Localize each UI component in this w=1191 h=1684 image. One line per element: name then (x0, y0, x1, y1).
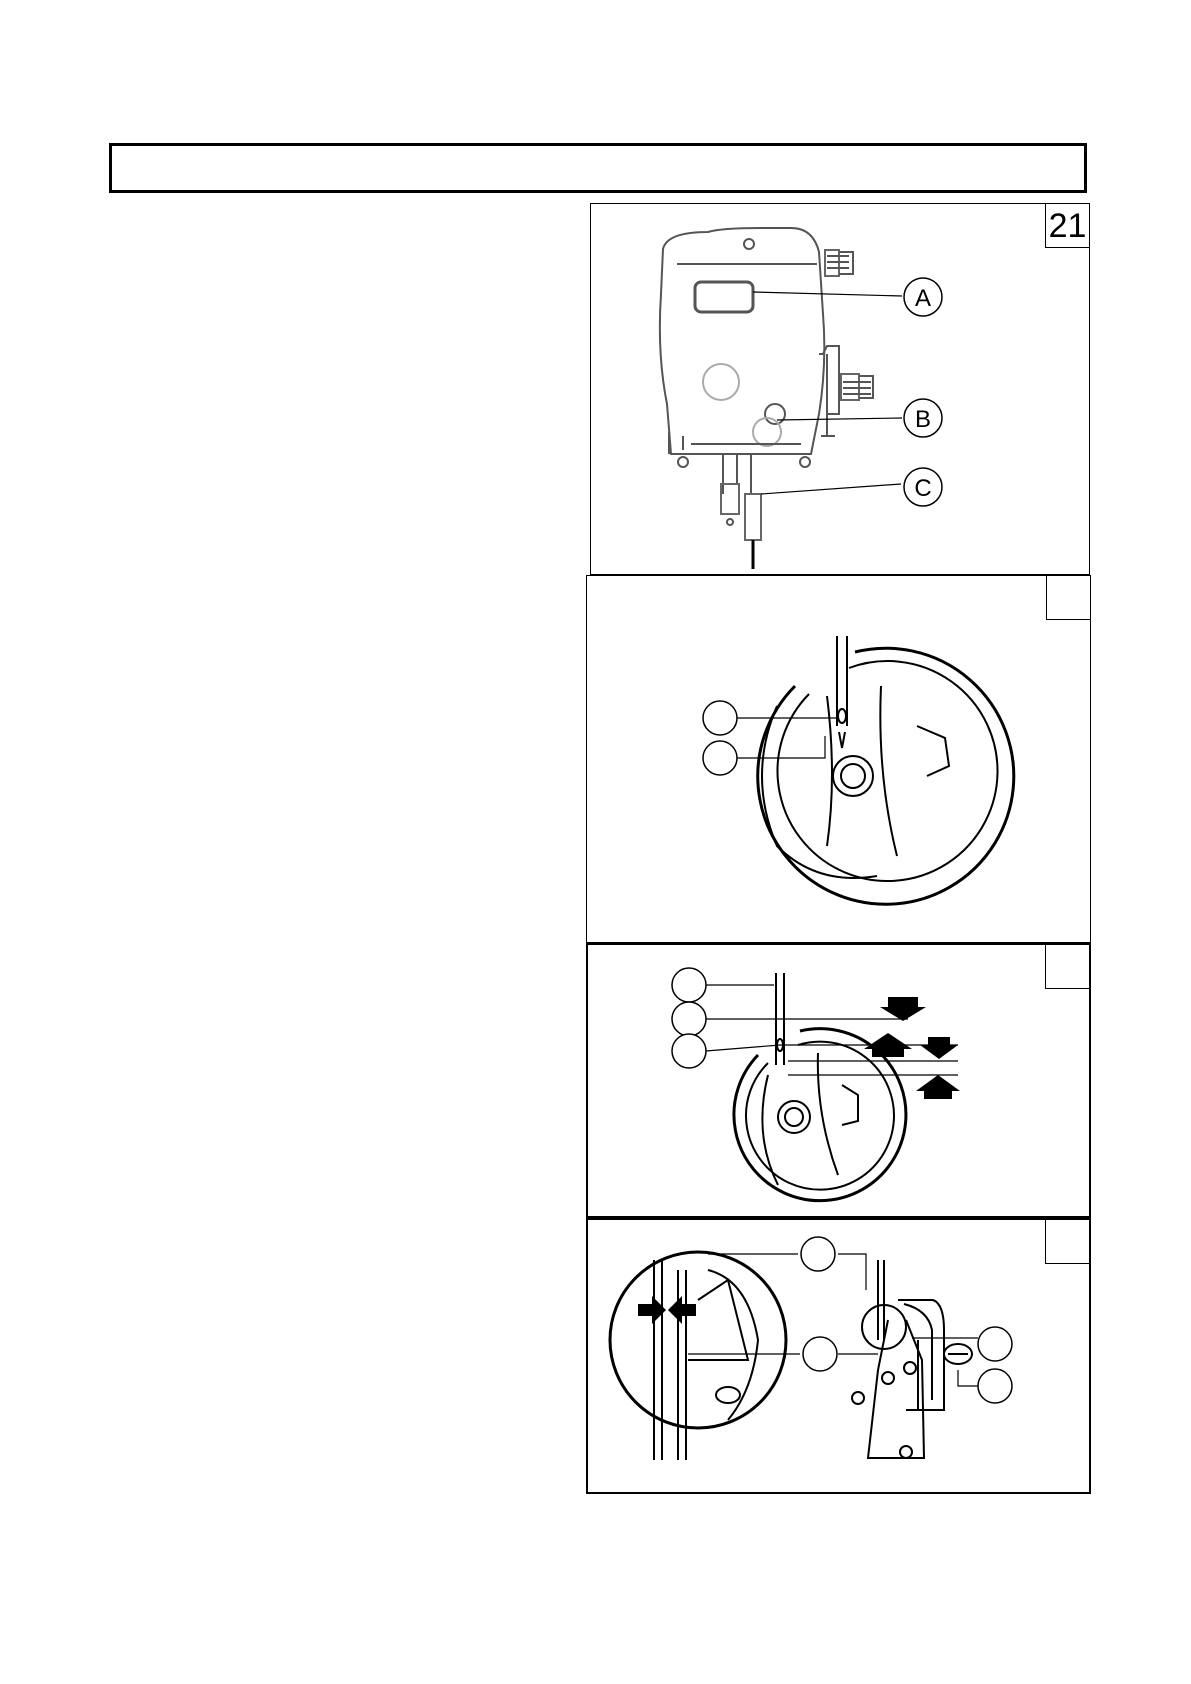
needle-height-illustration (588, 945, 1093, 1220)
figure-number-24 (1045, 1220, 1089, 1264)
figure-22-panel (586, 575, 1091, 943)
figure-number-23 (1045, 945, 1089, 989)
hook-clearance-illustration (588, 1220, 1093, 1496)
callout-a: A (914, 285, 932, 312)
section-title-box (109, 143, 1087, 193)
figure-21-panel (590, 203, 1090, 575)
rotary-hook-needle-illustration (587, 576, 1092, 944)
callout-b: B (914, 406, 932, 433)
figure-number-21: 21 (1045, 204, 1089, 248)
figure-23-panel (586, 943, 1091, 1218)
machine-head-illustration (591, 204, 1091, 576)
figure-number-22 (1046, 576, 1090, 620)
figure-24-panel (586, 1218, 1091, 1494)
callout-c: C (914, 475, 932, 502)
